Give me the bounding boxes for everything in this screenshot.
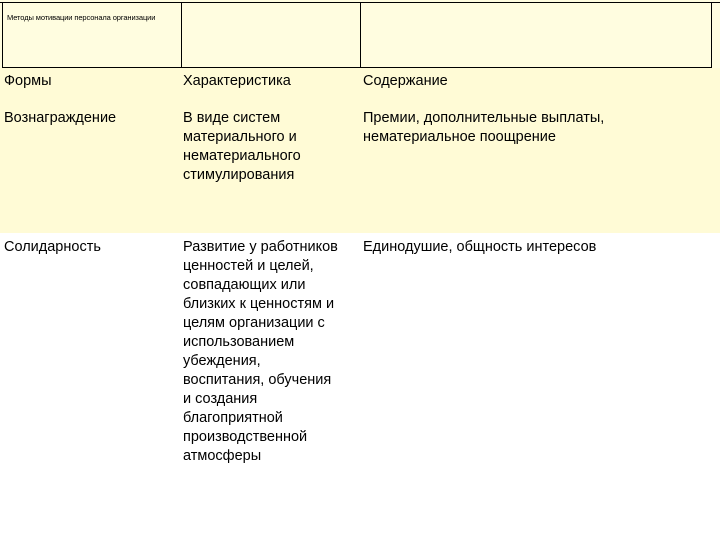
text-line: В виде систем xyxy=(183,110,281,126)
text-line: Развитие у работников xyxy=(183,239,338,255)
text-line: атмосферы xyxy=(183,448,262,464)
table-body-band xyxy=(0,68,720,233)
text-line: производственной xyxy=(183,429,308,445)
header-forms: Формы xyxy=(4,73,52,89)
row2-characteristic xyxy=(183,238,363,466)
row1-form: Вознаграждение xyxy=(4,110,117,126)
header-characteristic: Характеристика xyxy=(183,73,291,89)
text-line: использованием xyxy=(183,334,295,350)
text-line: целям организации с xyxy=(183,315,325,331)
text-line: близких к ценностям и xyxy=(183,296,335,312)
text-line: совпадающих или xyxy=(183,277,306,293)
title-divider-2 xyxy=(360,2,361,68)
row2-form: Солидарность xyxy=(4,239,101,255)
title-left-border xyxy=(2,2,3,68)
text-line: ценностей и целей, xyxy=(183,258,314,274)
row1-characteristic xyxy=(183,109,359,185)
title-divider-1 xyxy=(181,2,182,68)
text-line: стимулирования xyxy=(183,167,295,183)
row2-content xyxy=(363,238,708,257)
row1-content xyxy=(363,109,713,147)
text-line: и создания xyxy=(183,391,258,407)
text-line: нематериального xyxy=(183,148,301,164)
text-line: материального и xyxy=(183,129,297,145)
title-bottom-border xyxy=(2,67,712,68)
text-line: Единодушие, общность интересов xyxy=(363,239,597,255)
text-line: воспитания, обучения xyxy=(183,372,332,388)
title-right-border xyxy=(711,2,712,68)
text-line: благоприятной xyxy=(183,410,283,426)
header-content: Содержание xyxy=(363,73,448,89)
text-line: Премии, дополнительные выплаты, xyxy=(363,110,605,126)
text-line: нематериальное поощрение xyxy=(363,129,556,145)
text-line: убеждения, xyxy=(183,353,261,369)
page-title: Методы мотивации персонала организации xyxy=(7,13,156,22)
